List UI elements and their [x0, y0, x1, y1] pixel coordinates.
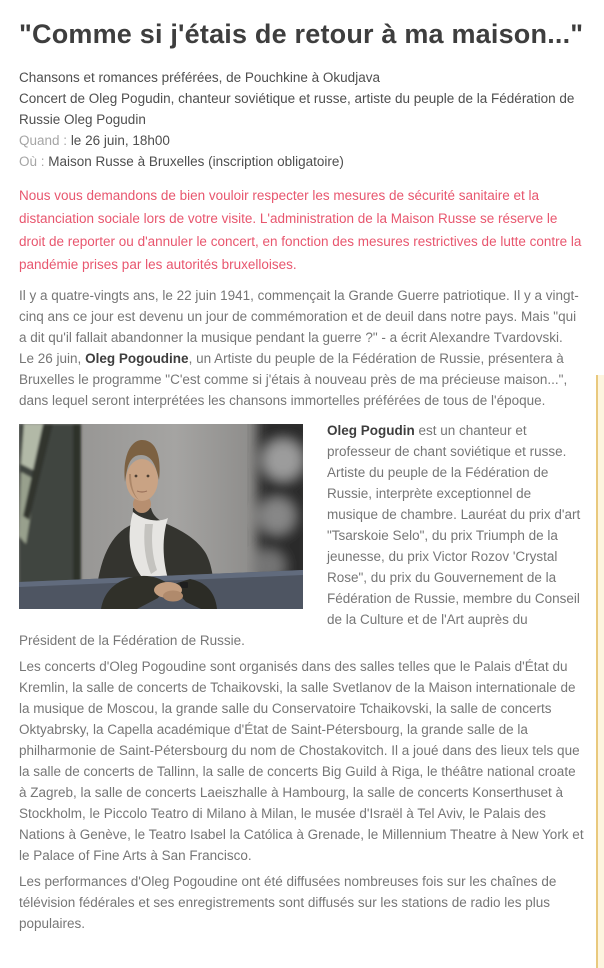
bio-text: est un chanteur et professeur de chant soviétique et russe. Artiste du peuple de la Fédération de Russie, interprète exceptionnel de musique de chambre. Lauréat du prix d'art "Tsarskoie Selo", du prix Triumph de la jeunesse, du prix Victor Rozov 'Crystal Rose", du prix du Gouvernement de la Fédération de Russie, membre du Conseil de la Culture et de l'Art auprès du Président de la Fédération de Russie.	[19, 423, 581, 648]
right-eye	[147, 475, 150, 478]
bio-name-bold: Oleg Pogudin	[327, 423, 415, 438]
portrait-photo	[19, 424, 303, 609]
photo-lights	[253, 424, 303, 589]
paragraph-history	[19, 285, 585, 411]
announce-post: , un Artiste du peuple de la Fédération de Russie, présentera à Bruxelles le programme "C'est comme si j'étais à nouveau près de ma précieuse maison...", dans lequel seront interprétées les chansons immortelles préférées de tous de l'époque.	[19, 351, 568, 408]
where-label: Où :	[19, 154, 45, 169]
bio-section	[19, 420, 585, 651]
event-where-row	[19, 151, 585, 172]
artist-name-bold: Oleg Pogoudine	[85, 351, 189, 366]
announce-pre: Le 26 juin,	[19, 351, 86, 366]
watch	[180, 582, 188, 588]
portrait-photo-art	[19, 424, 303, 609]
paragraph-concerts: Les concerts d'Oleg Pogoudine sont organisés dans des salles telles que le Palais d'État du Kremlin, la salle de concerts de Tchaikovski, la salle Svetlanov de la Maison internationale de la musique de Moscou, la grande salle du Conservatoire Tchaikovski, la salle de concerts Oktyabrsky, la Capella académique d'État de Saint-Pétersbourg, la grande salle de la philharmonie de Saint-Pétersbourg du nom de Chostakovitch. Il a joué dans des lieux tels que la salle de concerts de Tallinn, la salle de concerts Big Guild à Riga, le théâtre national croate à Zagreb, la salle de concerts Laeiszhalle à Hambourg, la salle de concerts Konserthuset à Stockholm, le Piccolo Teatro di Milano à Milan, le musée d'Israël à Tel Aviv, le Palais des Nations à Genève, le Teatro Isabel la Católica à Grenade, le Millennium Theatre à New York et le Palace of Fine Arts à San Francisco.	[19, 659, 584, 863]
where-value: Maison Russe à Bruxelles (inscription obligatoire)	[48, 154, 344, 169]
hands-lower	[163, 591, 183, 602]
history-text: Il y a quatre-vingts ans, le 22 juin 1941, commençait la Grande Guerre patriotique. Il y a vingt-cinq ans ce jour est devenu un jour de commémoration et de deuil dans notre pays. Mais "qui a dit qu'il fallait abandonner la musique pendant la guerre ?" - a écrit Alexandre Tvardovski.	[19, 288, 579, 345]
when-value: le 26 juin, 18h00	[70, 133, 170, 148]
left-eye	[135, 475, 138, 478]
event-summary	[19, 67, 585, 172]
paragraph-media: Les performances d'Oleg Pogoudine ont été diffusées nombreuses fois sur les chaînes de télévision fédérales et ses enregistrements sont diffusés sur les stations de radio les plus populaires.	[19, 874, 557, 931]
page-title: "Comme si j'étais de retour à ma maison..."	[19, 19, 584, 49]
event-subtitle-concert: Concert de Oleg Pogudin, chanteur soviétique et russe, artiste du peuple de la Fédération de Russie Oleg Pogudin	[19, 91, 575, 127]
event-subtitle-genre: Chansons et romances préférées, de Pouchkine à Okudjava	[19, 70, 380, 85]
scrollbar[interactable]	[596, 375, 604, 968]
when-label: Quand :	[19, 133, 68, 148]
sanitary-warning: Nous vous demandons de bien vouloir respecter les mesures de sécurité sanitaire et la distanciation sociale lors de votre visite. L'administration de la Maison Russe se réserve le droit de reporter ou d'annuler le concert, en fonction des mesures restrictives de lutte contre la pandémie prises par les autorités bruxelloises.	[19, 188, 582, 272]
event-when-row	[19, 130, 585, 151]
